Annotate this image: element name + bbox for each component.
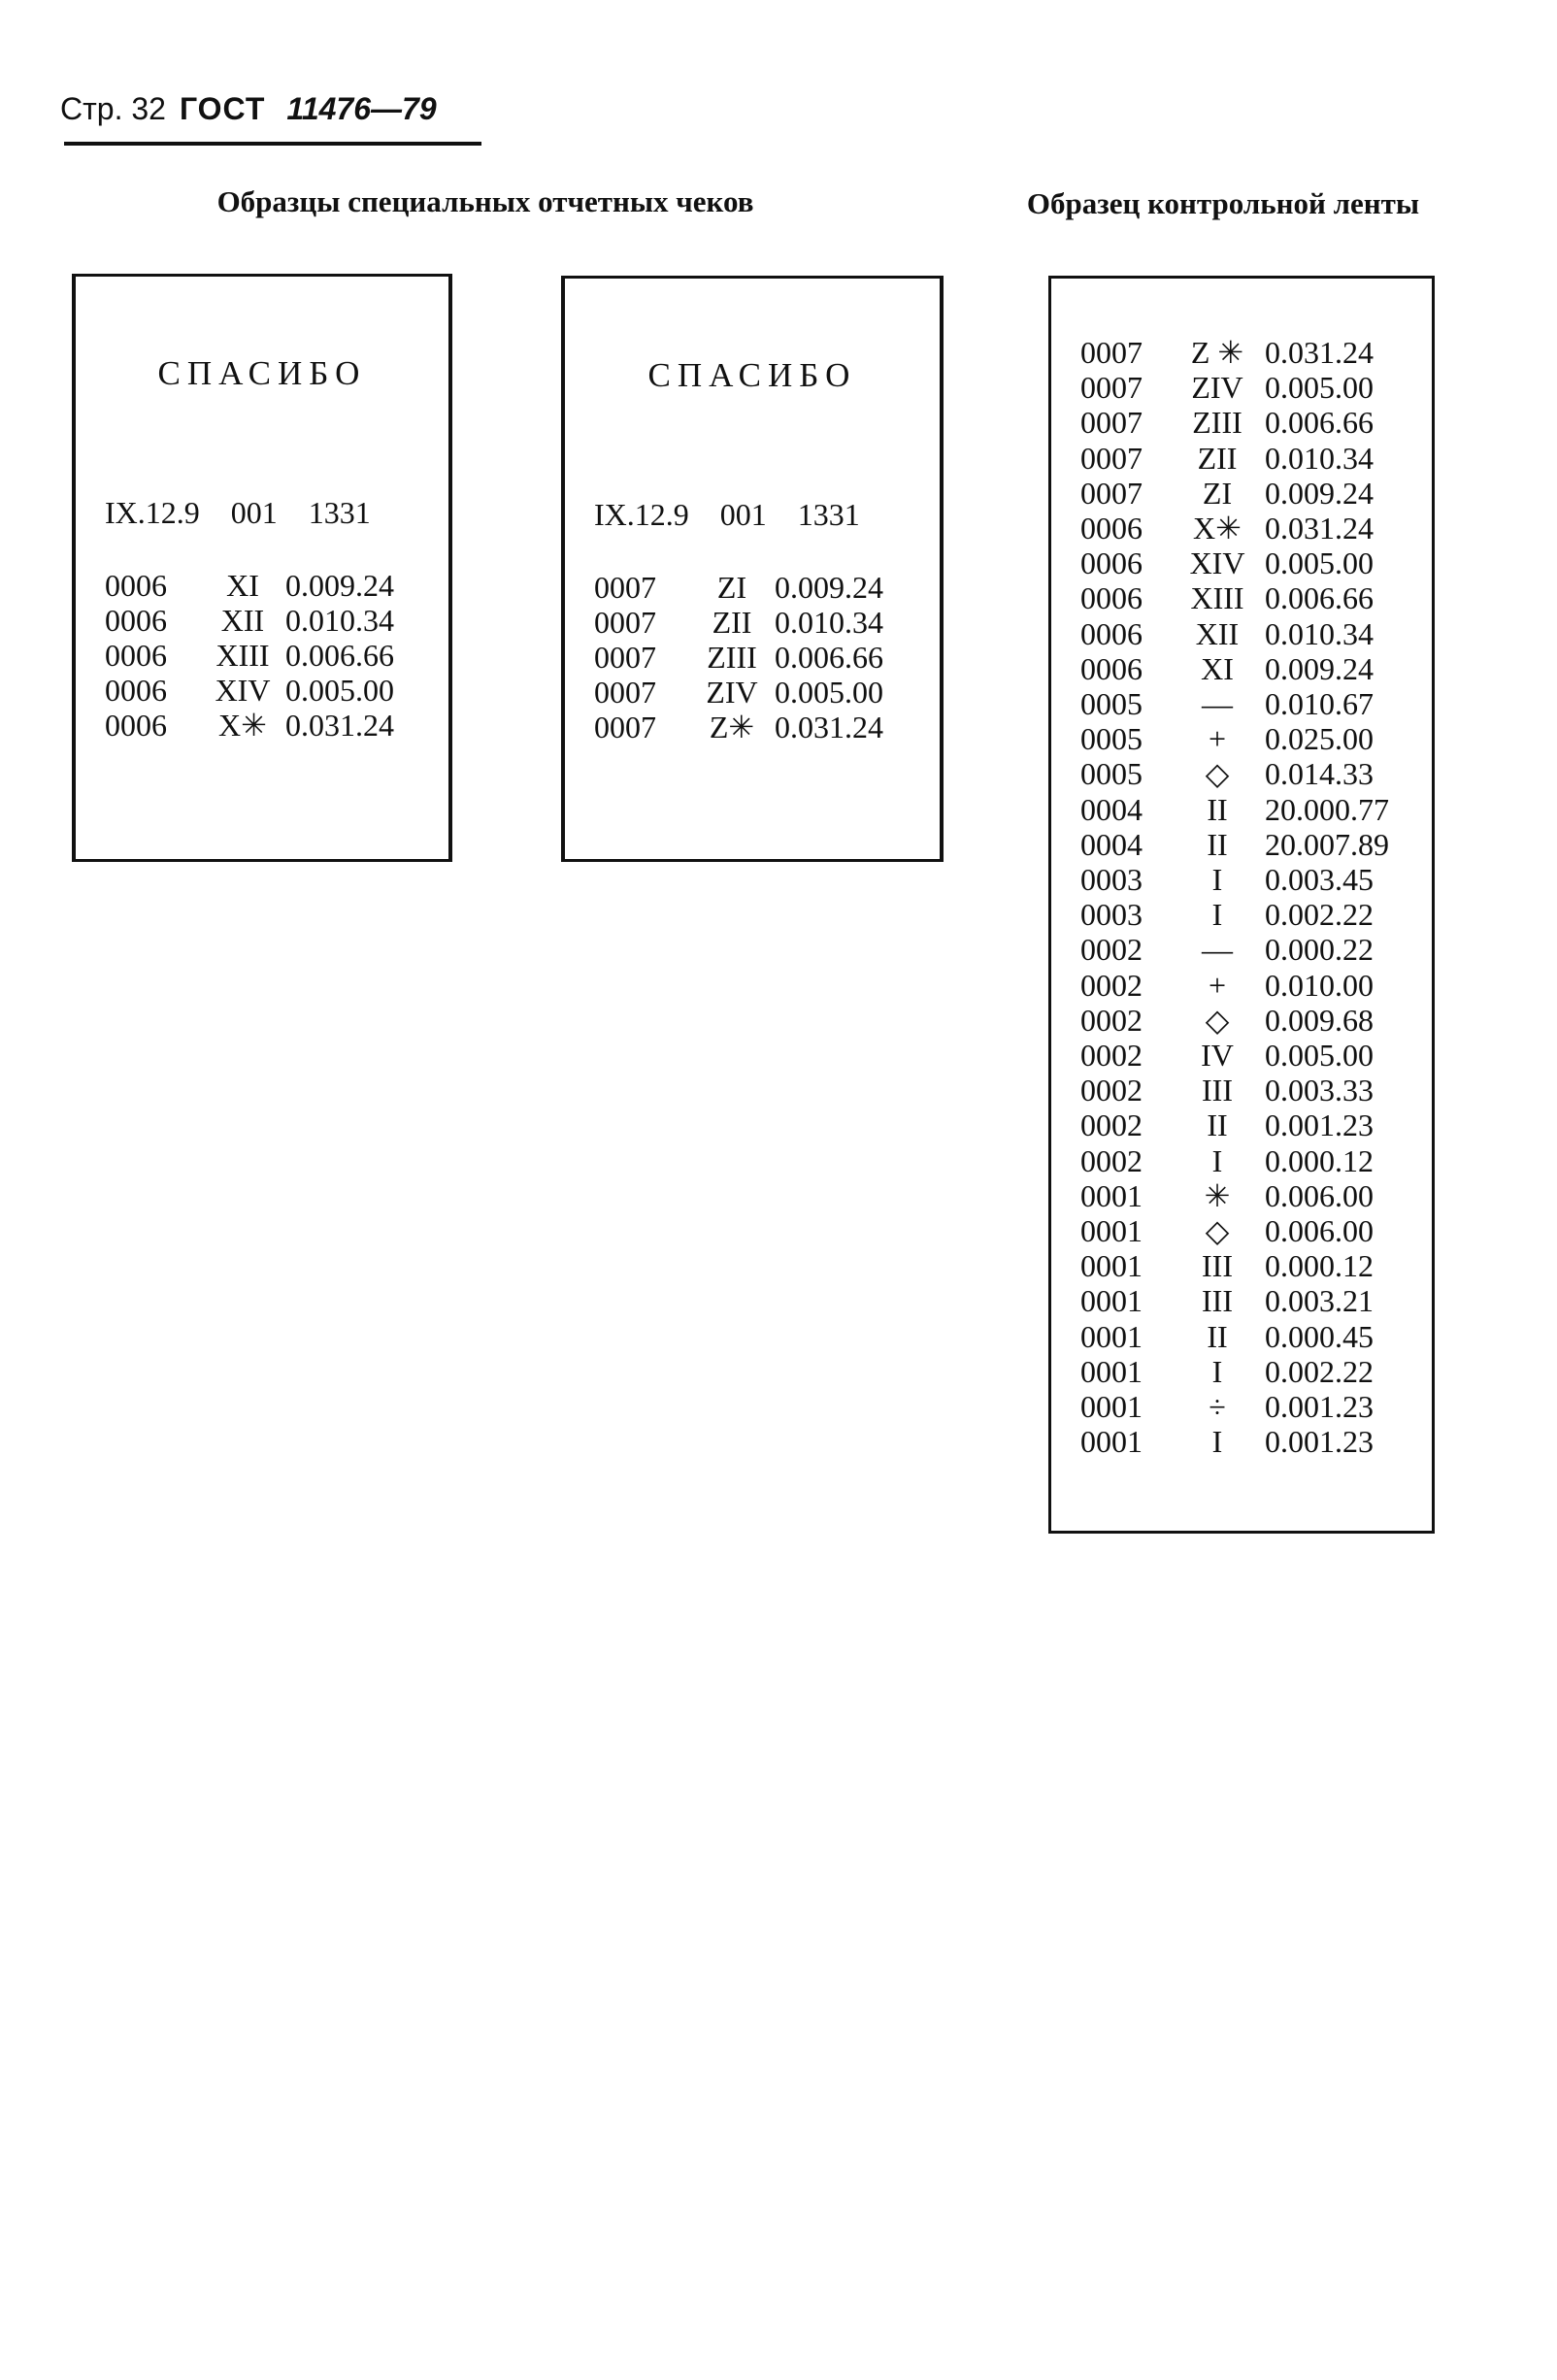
tape-line [1080, 1319, 1407, 1354]
receipts-caption: Образцы специальных отчетных чеков [216, 184, 754, 218]
line-amount: 0.025.00 [1265, 721, 1374, 757]
line-number: 0001 [1080, 1248, 1143, 1284]
receipt-date: IX.12.9 [105, 495, 200, 530]
line-number: 0007 [1080, 335, 1143, 370]
line-number: 0001 [1080, 1283, 1143, 1319]
line-department: ◇ [1205, 1002, 1230, 1038]
tape-line [1080, 792, 1407, 827]
receipt-title: СПАСИБО [647, 356, 857, 394]
line-number: 0007 [1080, 370, 1143, 406]
line-department: I [1211, 862, 1223, 898]
line-number: 0001 [1080, 1213, 1143, 1249]
receipt-title: СПАСИБО [157, 354, 367, 392]
line-number: 0001 [1080, 1353, 1143, 1389]
tape-line [1080, 580, 1407, 615]
tape-line [1080, 1283, 1407, 1318]
line-amount: 20.007.89 [1265, 826, 1389, 862]
line-number: 0006 [1080, 545, 1143, 581]
tape-line [1080, 511, 1407, 545]
tape-line [1080, 545, 1407, 580]
line-department: XII [220, 603, 265, 638]
tape-line [1080, 651, 1407, 686]
line-department: XIV [1189, 545, 1245, 581]
line-amount: 0.003.21 [1265, 1283, 1374, 1319]
tape-line [1080, 616, 1407, 651]
line-department: ◇ [1205, 756, 1230, 792]
line-number: 0006 [1080, 580, 1143, 616]
line-department: I [1211, 1142, 1223, 1178]
receipt-sample [561, 276, 944, 862]
line-number: 0002 [1080, 1002, 1143, 1038]
tape-line [1080, 405, 1407, 440]
line-amount: 0.005.00 [1265, 1038, 1374, 1074]
line-department: + [1208, 721, 1227, 757]
line-amount: 0.001.23 [1265, 1389, 1374, 1425]
line-number: 0005 [1080, 756, 1143, 792]
tape-lines [1080, 335, 1407, 1460]
line-department: ÷ [1209, 1389, 1226, 1425]
line-amount: 0.005.00 [775, 675, 883, 710]
line-amount: 0.010.34 [285, 603, 394, 638]
tape-line [1080, 862, 1407, 897]
line-department: XIII [1190, 580, 1244, 616]
line-department: II [1207, 1318, 1228, 1354]
line-department: I [1211, 1353, 1223, 1389]
line-amount: 0.003.33 [1265, 1073, 1374, 1108]
receipt-line [105, 638, 421, 673]
tape-line [1080, 1107, 1407, 1142]
line-department: XI [226, 568, 259, 603]
line-amount: 0.000.12 [1265, 1142, 1374, 1178]
line-number: 0006 [1080, 511, 1143, 546]
line-number: 0004 [1080, 791, 1143, 827]
receipt-line [105, 568, 421, 603]
tape-line [1080, 1178, 1407, 1213]
line-amount: 0.000.22 [1265, 932, 1374, 968]
line-department: ✳ [1204, 1177, 1231, 1213]
line-amount: 0.010.34 [1265, 440, 1374, 476]
line-amount: 0.009.24 [775, 570, 883, 605]
gost-label: ГОСТ [179, 91, 266, 126]
line-amount: 0.002.22 [1265, 1353, 1374, 1389]
line-amount: 0.010.34 [775, 605, 883, 640]
line-amount: 0.005.00 [1265, 545, 1374, 581]
tape-line [1080, 370, 1407, 405]
line-department: ZIII [707, 640, 757, 675]
receipt-sample [72, 274, 452, 862]
tape-line [1080, 441, 1407, 476]
line-amount: 0.001.23 [1265, 1107, 1374, 1143]
line-amount: 20.000.77 [1265, 791, 1389, 827]
tape-line [1080, 1143, 1407, 1178]
tape-line [1080, 1248, 1407, 1283]
line-number: 0006 [105, 603, 167, 638]
receipt-line [594, 675, 911, 710]
tape-line [1080, 897, 1407, 932]
line-number: 0004 [1080, 826, 1143, 862]
line-number: 0001 [1080, 1424, 1143, 1460]
receipt-lines [105, 568, 421, 743]
line-department: — [1202, 932, 1233, 968]
tape-caption: Образец контрольной ленты [1026, 186, 1420, 220]
tape-line [1080, 968, 1407, 1003]
line-number: 0002 [1080, 932, 1143, 968]
line-number: 0007 [1080, 475, 1143, 511]
line-number: 0001 [1080, 1318, 1143, 1354]
line-number: 0003 [1080, 897, 1143, 933]
tape-line [1080, 335, 1407, 370]
tape-line [1080, 932, 1407, 967]
line-number: 0007 [594, 640, 656, 675]
line-amount: 0.006.66 [1265, 580, 1374, 616]
line-department: Z✳ [709, 710, 755, 744]
line-department: I [1211, 897, 1223, 933]
line-department: + [1208, 967, 1227, 1003]
line-department: III [1202, 1073, 1233, 1108]
line-amount: 0.006.66 [285, 638, 394, 673]
line-number: 0007 [1080, 440, 1143, 476]
line-number: 0006 [105, 673, 167, 708]
line-department: ZIV [1191, 370, 1243, 406]
receipt-register: 001 [230, 495, 278, 530]
line-department: III [1202, 1248, 1233, 1284]
line-amount: 0.000.45 [1265, 1318, 1374, 1354]
line-amount: 0.010.67 [1265, 686, 1374, 722]
control-tape [1048, 276, 1435, 1534]
line-department: XII [1195, 615, 1240, 651]
line-number: 0005 [1080, 686, 1143, 722]
receipt-line [105, 673, 421, 708]
line-department: XI [1201, 650, 1234, 686]
receipt-line [594, 640, 911, 675]
line-amount: 0.010.34 [1265, 615, 1374, 651]
line-department: II [1207, 826, 1228, 862]
line-department: ZI [1202, 475, 1233, 511]
line-number: 0007 [594, 675, 656, 710]
line-number: 0007 [594, 570, 656, 605]
line-number: 0007 [1080, 405, 1143, 441]
line-amount: 0.031.24 [285, 708, 394, 743]
header-rule [64, 142, 481, 146]
line-amount: 0.031.24 [1265, 511, 1374, 546]
line-amount: 0.006.66 [1265, 405, 1374, 441]
tape-line [1080, 1213, 1407, 1248]
receipt-line [105, 708, 421, 743]
receipt-header [594, 497, 860, 533]
receipt-line [594, 710, 911, 744]
line-number: 0007 [594, 710, 656, 744]
line-amount: 0.031.24 [775, 710, 883, 744]
line-department: X✳ [218, 708, 267, 743]
line-amount: 0.002.22 [1265, 897, 1374, 933]
line-amount: 0.009.68 [1265, 1002, 1374, 1038]
line-amount: 0.005.00 [285, 673, 394, 708]
tape-line [1080, 1424, 1407, 1459]
receipt-lines [594, 570, 911, 744]
line-amount: 0.010.00 [1265, 967, 1374, 1003]
receipt-line [594, 570, 911, 605]
tape-line [1080, 1354, 1407, 1389]
receipt-number: 1331 [797, 497, 860, 532]
tape-line [1080, 1003, 1407, 1038]
line-department: III [1202, 1283, 1233, 1319]
line-department: XIII [215, 638, 270, 673]
line-amount: 0.009.24 [285, 568, 394, 603]
receipt-line [594, 605, 911, 640]
line-department: ◇ [1205, 1213, 1230, 1249]
line-number: 0001 [1080, 1389, 1143, 1425]
line-number: 0002 [1080, 1142, 1143, 1178]
line-department: Z ✳ [1190, 335, 1244, 370]
tape-line [1080, 1073, 1407, 1107]
line-number: 0007 [594, 605, 656, 640]
tape-line [1080, 756, 1407, 791]
line-amount: 0.005.00 [1265, 370, 1374, 406]
line-number: 0002 [1080, 967, 1143, 1003]
line-department: II [1207, 1107, 1228, 1143]
page-header [60, 91, 437, 127]
line-number: 0006 [1080, 650, 1143, 686]
page-number: Стр. 32 [60, 91, 166, 126]
line-number: 0002 [1080, 1038, 1143, 1074]
line-department: ZII [1197, 440, 1238, 476]
tape-line [1080, 1038, 1407, 1073]
line-department: XIV [215, 673, 271, 708]
line-amount: 0.006.66 [775, 640, 883, 675]
line-department: ZI [716, 570, 747, 605]
line-amount: 0.009.24 [1265, 650, 1374, 686]
line-department: ZIII [1192, 405, 1242, 441]
tape-line [1080, 721, 1407, 756]
line-amount: 0.003.45 [1265, 862, 1374, 898]
line-number: 0002 [1080, 1107, 1143, 1143]
line-number: 0006 [105, 708, 167, 743]
line-amount: 0.031.24 [1265, 335, 1374, 370]
line-number: 0005 [1080, 721, 1143, 757]
line-amount: 0.006.00 [1265, 1177, 1374, 1213]
line-amount: 0.000.12 [1265, 1248, 1374, 1284]
line-department: I [1211, 1424, 1223, 1460]
receipt-number: 1331 [308, 495, 371, 530]
receipt-header [105, 495, 371, 531]
line-department: ZIV [706, 675, 758, 710]
tape-line [1080, 476, 1407, 511]
standard-number: 11476—79 [286, 91, 437, 126]
tape-line [1080, 1389, 1407, 1424]
tape-line [1080, 686, 1407, 721]
line-amount: 0.006.00 [1265, 1213, 1374, 1249]
tape-line [1080, 827, 1407, 862]
line-amount: 0.001.23 [1265, 1424, 1374, 1460]
line-department: — [1202, 686, 1233, 722]
receipt-line [105, 603, 421, 638]
line-department: IV [1201, 1038, 1234, 1074]
line-number: 0001 [1080, 1177, 1143, 1213]
line-amount: 0.014.33 [1265, 756, 1374, 792]
line-number: 0003 [1080, 862, 1143, 898]
line-department: X✳ [1193, 511, 1242, 546]
line-number: 0002 [1080, 1073, 1143, 1108]
line-number: 0006 [1080, 615, 1143, 651]
line-number: 0006 [105, 568, 167, 603]
line-number: 0006 [105, 638, 167, 673]
receipt-register: 001 [719, 497, 767, 532]
line-amount: 0.009.24 [1265, 475, 1374, 511]
line-department: ZII [712, 605, 752, 640]
line-department: II [1207, 791, 1228, 827]
receipt-date: IX.12.9 [594, 497, 689, 532]
